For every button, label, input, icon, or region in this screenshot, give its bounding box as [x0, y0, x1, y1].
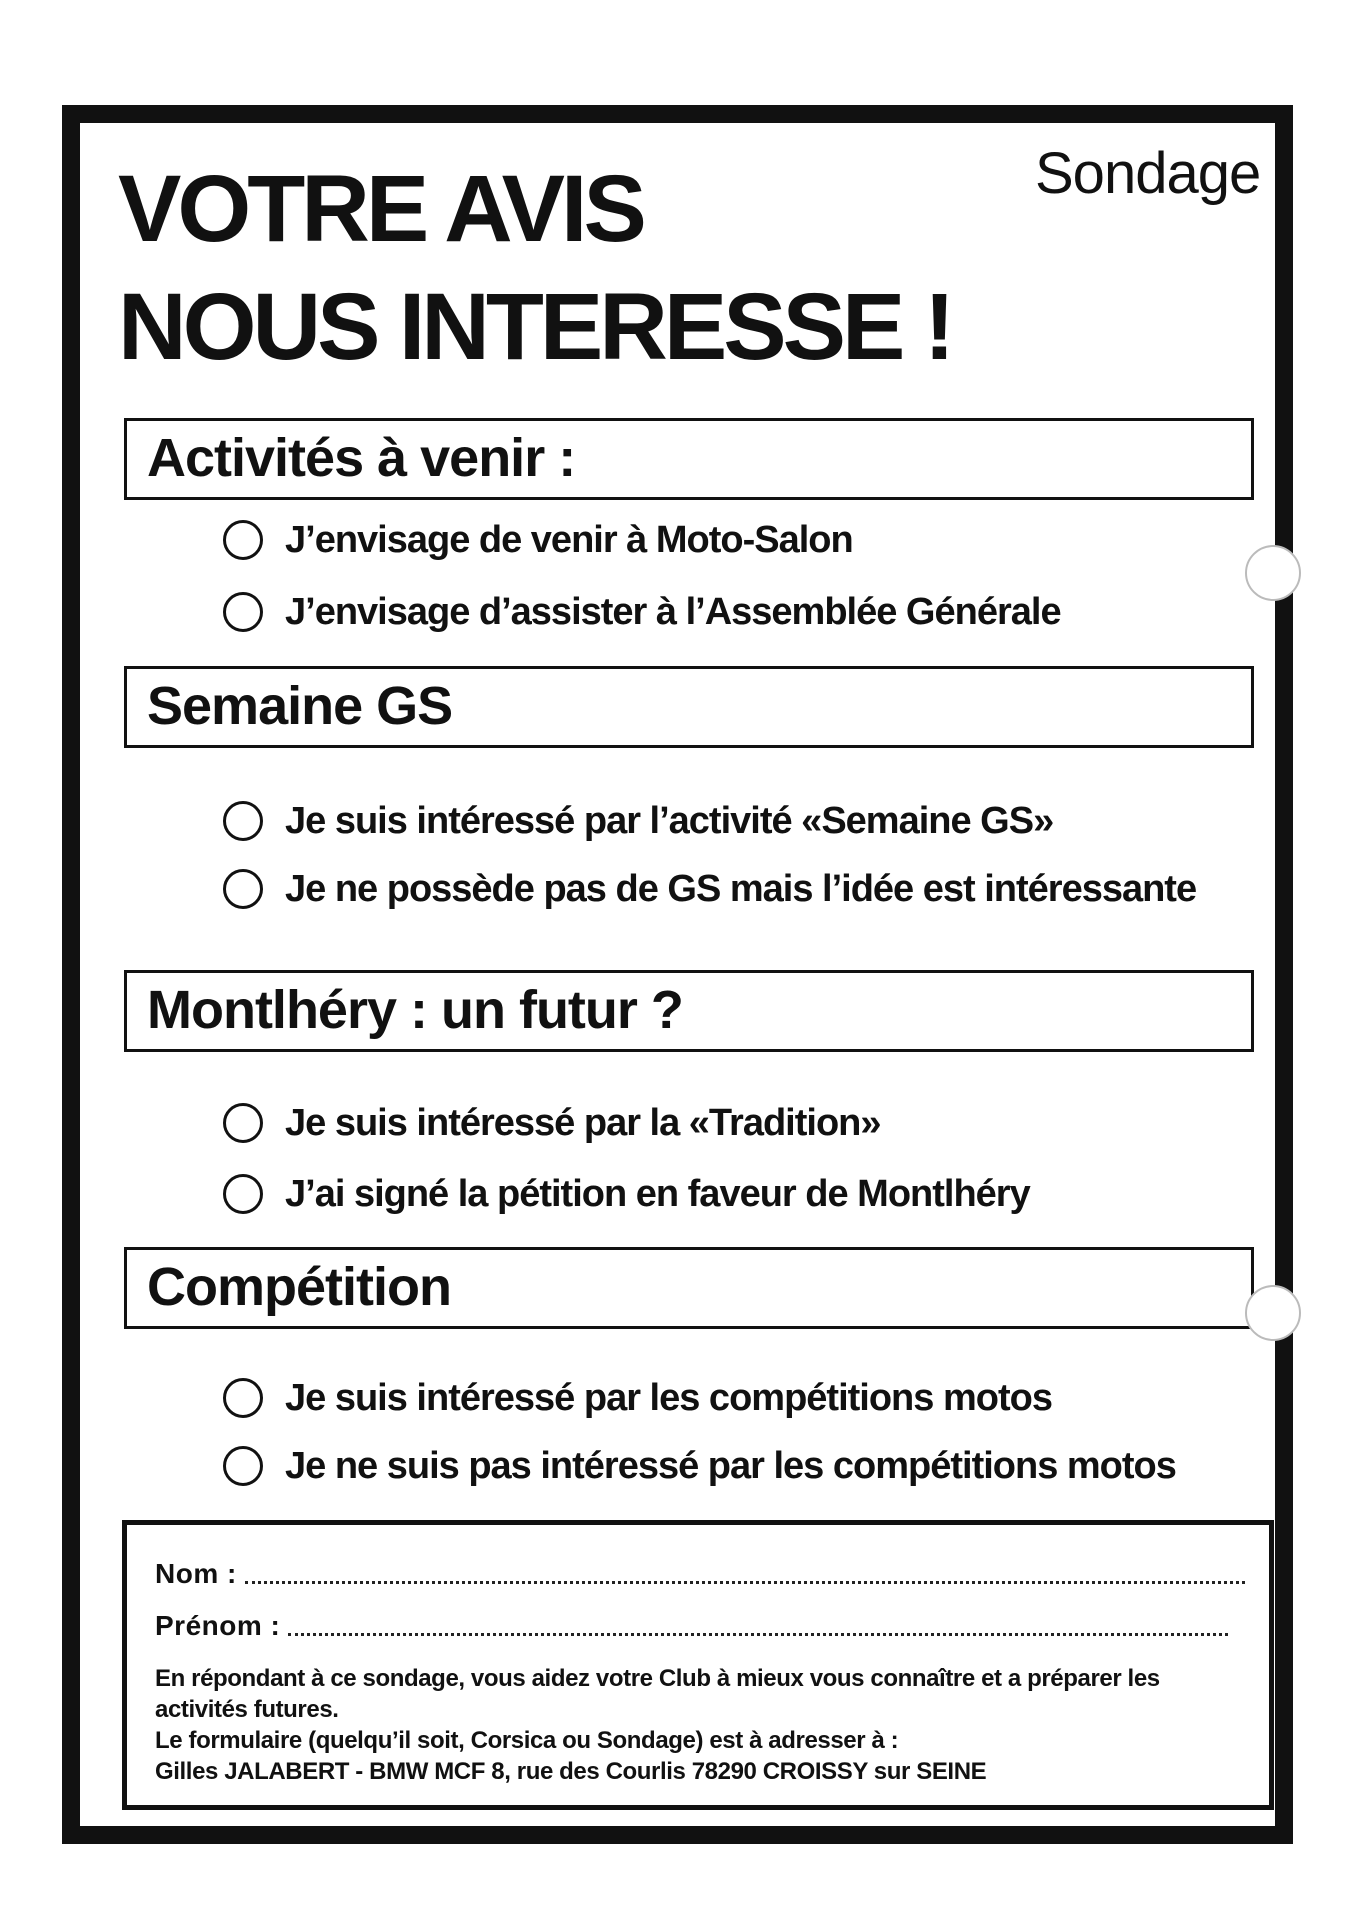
- option-competitions-interesse[interactable]: [223, 1373, 1052, 1423]
- punch-hole: [1245, 545, 1301, 601]
- note-line: En répondant à ce sondage, vous aidez votre Club à mieux vous connaître et a préparer les: [155, 1665, 1160, 1692]
- nom-input-line[interactable]: [245, 1581, 1245, 1584]
- note-line: Le formulaire (quelqu’il soit, Corsica ou Sondage) est à adresser à :: [155, 1727, 899, 1754]
- option-semaine-gs-interesse[interactable]: [223, 796, 1053, 846]
- option-label: J’ai signé la pétition en faveur de Montlhéry: [285, 1172, 1030, 1215]
- contact-box: [122, 1520, 1274, 1810]
- punch-hole: [1245, 1285, 1301, 1341]
- option-label: Je ne suis pas intéressé par les compétitions motos: [285, 1444, 1176, 1487]
- section-title: Compétition: [147, 1257, 451, 1317]
- section-title: Semaine GS: [147, 676, 453, 736]
- radio-button[interactable]: [223, 592, 263, 632]
- title-line-1: VOTRE AVIS: [118, 156, 643, 262]
- option-label: Je suis intéressé par l’activité «Semaine GS»: [285, 799, 1054, 842]
- option-label: J’envisage de venir à Moto-Salon: [285, 518, 853, 561]
- nom-field[interactable]: [155, 1558, 1245, 1590]
- survey-tag: Sondage: [1035, 141, 1261, 206]
- radio-button[interactable]: [223, 869, 263, 909]
- prenom-input-line[interactable]: [288, 1633, 1228, 1636]
- option-label: Je ne possède pas de GS mais l’idée est intéressante: [285, 867, 1197, 910]
- note-line: activités futures.: [155, 1696, 339, 1723]
- title-line-2: NOUS INTERESSE !: [118, 274, 952, 380]
- section-semaine-gs-header: [124, 666, 1254, 748]
- section-activites-header: [124, 418, 1254, 500]
- instructions-text: [155, 1663, 1255, 1787]
- prenom-field[interactable]: [155, 1610, 1228, 1642]
- option-petition-montlhery[interactable]: [223, 1169, 1030, 1219]
- nom-label: Nom :: [155, 1558, 237, 1589]
- option-label: Je suis intéressé par les compétitions motos: [285, 1376, 1052, 1419]
- option-assemblee-generale[interactable]: [223, 587, 1061, 637]
- radio-button[interactable]: [223, 1446, 263, 1486]
- radio-button[interactable]: [223, 1103, 263, 1143]
- option-label: Je suis intéressé par la «Tradition»: [285, 1101, 881, 1144]
- section-competition-header: [124, 1247, 1254, 1329]
- section-montlhery-header: [124, 970, 1254, 1052]
- section-title: Activités à venir :: [147, 428, 576, 488]
- option-moto-salon[interactable]: [223, 515, 853, 565]
- radio-button[interactable]: [223, 1378, 263, 1418]
- option-label: J’envisage d’assister à l’Assemblée Générale: [285, 590, 1061, 633]
- page-title: [118, 150, 951, 386]
- option-competitions-pas-interesse[interactable]: [223, 1441, 1176, 1491]
- radio-button[interactable]: [223, 801, 263, 841]
- prenom-label: Prénom :: [155, 1610, 281, 1641]
- radio-button[interactable]: [223, 1174, 263, 1214]
- section-title: Montlhéry : un futur ?: [147, 980, 683, 1040]
- note-line: Gilles JALABERT - BMW MCF 8, rue des Courlis 78290 CROISSY sur SEINE: [155, 1758, 987, 1785]
- radio-button[interactable]: [223, 520, 263, 560]
- option-pas-de-gs[interactable]: [223, 864, 1196, 914]
- option-tradition[interactable]: [223, 1098, 881, 1148]
